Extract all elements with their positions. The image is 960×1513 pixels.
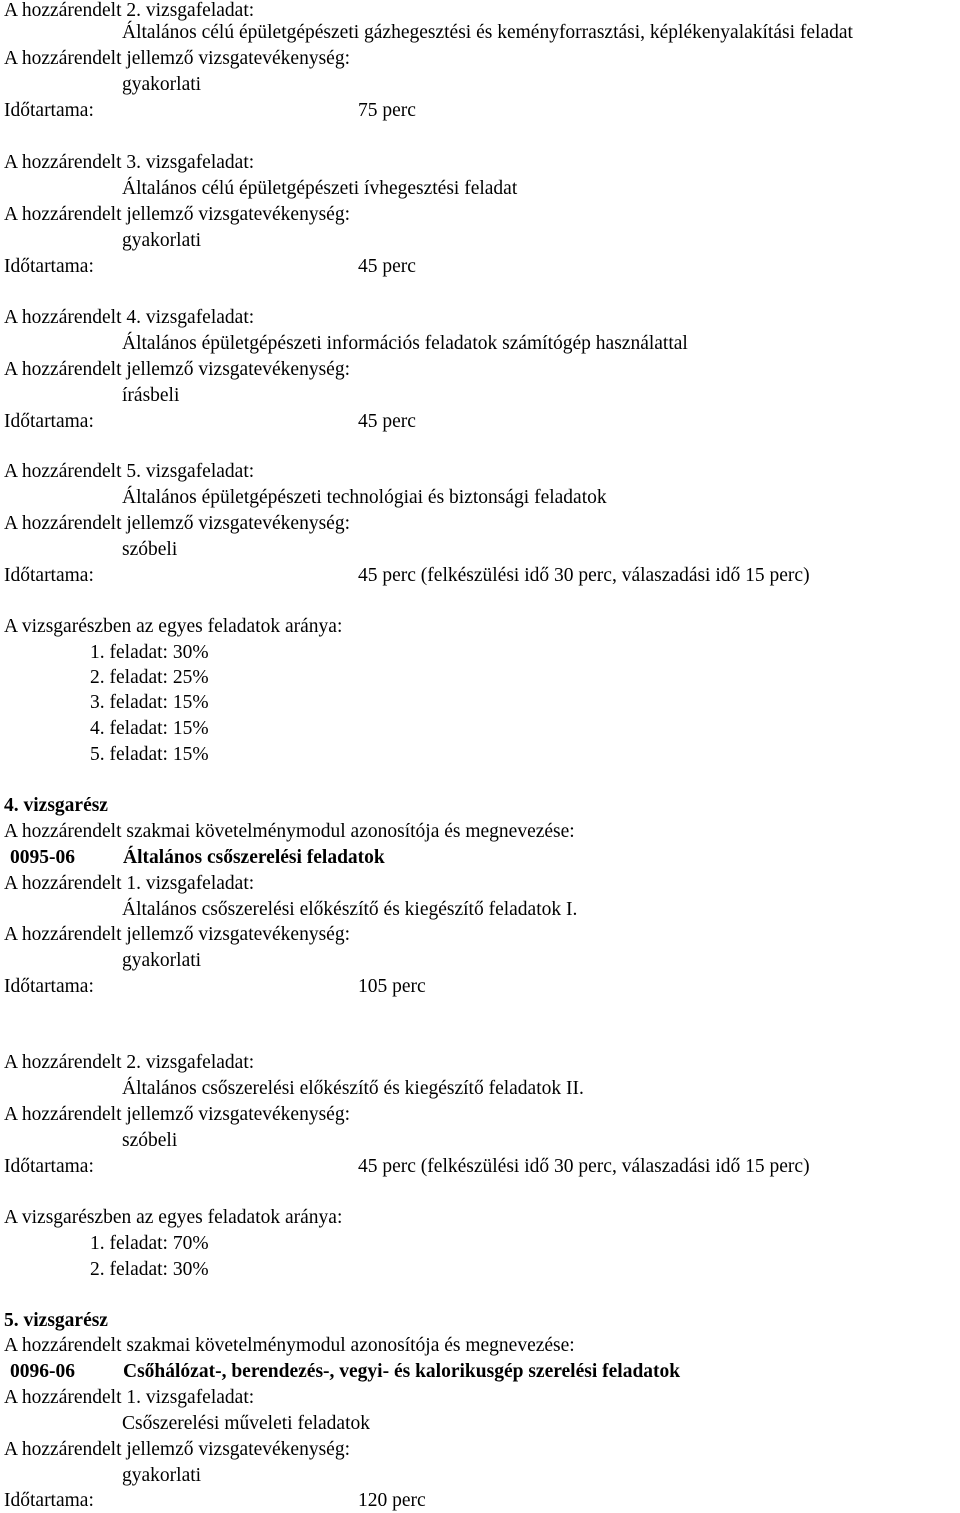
duration-label: Időtartama: <box>4 565 94 586</box>
duration-label: Időtartama: <box>4 976 94 997</box>
task-title: Általános épületgépészeti információs feladatok számítógép használattal <box>122 333 688 354</box>
activity-label: A hozzárendelt jellemző vizsgatevékenység: <box>4 204 350 225</box>
activity-label: A hozzárendelt jellemző vizsgatevékenység: <box>4 513 350 534</box>
section-heading: 4. vizsgarész <box>4 795 108 816</box>
module-name: Csőhálózat-, berendezés-, vegyi- és kalorikusgép szerelési feladatok <box>123 1361 681 1382</box>
activity-value: szóbeli <box>122 539 178 560</box>
ratio-item: 1. feladat: 30% <box>90 642 209 663</box>
task-header: A hozzárendelt 1. vizsgafeladat: <box>4 1387 255 1408</box>
activity-label: A hozzárendelt jellemző vizsgatevékenység: <box>4 48 350 69</box>
duration-value: 45 perc (felkészülési idő 30 perc, válaszadási idő 15 perc) <box>358 565 810 586</box>
activity-value: gyakorlati <box>122 950 202 971</box>
task-header: A hozzárendelt 3. vizsgafeladat: <box>4 152 255 173</box>
task-header: A hozzárendelt 4. vizsgafeladat: <box>4 307 255 328</box>
section-heading: 5. vizsgarész <box>4 1310 108 1331</box>
ratio-item: 1. feladat: 70% <box>90 1233 209 1254</box>
task-title: Általános célú épületgépészeti ívhegesztési feladat <box>122 178 518 199</box>
activity-label: A hozzárendelt jellemző vizsgatevékenység: <box>4 1104 350 1125</box>
duration-value: 105 perc <box>358 976 426 997</box>
task-title: Csőszerelési műveleti feladatok <box>122 1413 370 1434</box>
ratio-item: 3. feladat: 15% <box>90 692 209 713</box>
task-title: Általános csőszerelési előkészítő és kiegészítő feladatok II. <box>122 1078 584 1099</box>
ratio-item: 4. feladat: 15% <box>90 718 209 739</box>
module-name: Általános csőszerelési feladatok <box>123 847 385 868</box>
duration-value: 120 perc <box>358 1490 426 1511</box>
duration-label: Időtartama: <box>4 411 94 432</box>
task-header: A hozzárendelt 2. vizsgafeladat: <box>4 0 255 21</box>
activity-value: gyakorlati <box>122 1465 202 1486</box>
activity-value: szóbeli <box>122 1130 178 1151</box>
activity-label: A hozzárendelt jellemző vizsgatevékenység: <box>4 359 350 380</box>
task-title: Általános célú épületgépészeti gázhegesztési és keményforrasztási, képlékenyalakítási feladat <box>122 22 853 43</box>
activity-label: A hozzárendelt jellemző vizsgatevékenység: <box>4 924 350 945</box>
task-header: A hozzárendelt 1. vizsgafeladat: <box>4 873 255 894</box>
ratio-label: A vizsgarészben az egyes feladatok aránya: <box>4 1207 343 1228</box>
module-label: A hozzárendelt szakmai követelménymodul azonosítója és megnevezése: <box>4 1335 575 1356</box>
activity-value: írásbeli <box>122 385 180 406</box>
duration-label: Időtartama: <box>4 256 94 277</box>
ratio-label: A vizsgarészben az egyes feladatok aránya: <box>4 616 343 637</box>
duration-value: 45 perc <box>358 256 416 277</box>
duration-value: 75 perc <box>358 100 416 121</box>
module-code: 0095-06 <box>10 847 75 868</box>
task-title: Általános csőszerelési előkészítő és kiegészítő feladatok I. <box>122 899 578 920</box>
duration-label: Időtartama: <box>4 1490 94 1511</box>
task-header: A hozzárendelt 2. vizsgafeladat: <box>4 1052 255 1073</box>
duration-label: Időtartama: <box>4 100 94 121</box>
module-code: 0096-06 <box>10 1361 75 1382</box>
ratio-item: 5. feladat: 15% <box>90 744 209 765</box>
duration-label: Időtartama: <box>4 1156 94 1177</box>
duration-value: 45 perc <box>358 411 416 432</box>
task-title: Általános épületgépészeti technológiai és biztonsági feladatok <box>122 487 607 508</box>
activity-value: gyakorlati <box>122 74 202 95</box>
activity-label: A hozzárendelt jellemző vizsgatevékenység: <box>4 1439 350 1460</box>
activity-value: gyakorlati <box>122 230 202 251</box>
duration-value: 45 perc (felkészülési idő 30 perc, válaszadási idő 15 perc) <box>358 1156 810 1177</box>
ratio-item: 2. feladat: 30% <box>90 1259 209 1280</box>
task-header: A hozzárendelt 5. vizsgafeladat: <box>4 461 255 482</box>
module-label: A hozzárendelt szakmai követelménymodul azonosítója és megnevezése: <box>4 821 575 842</box>
ratio-item: 2. feladat: 25% <box>90 667 209 688</box>
